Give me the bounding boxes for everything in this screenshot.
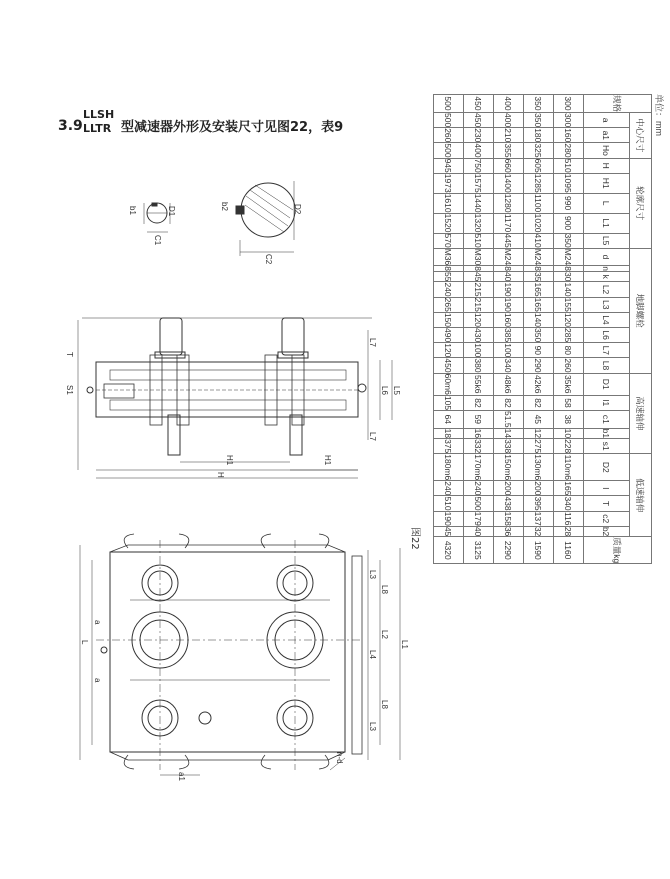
table-cell: 1575 (464, 173, 494, 193)
table-cell: 80 (554, 343, 584, 358)
dim-label-t: T (65, 352, 74, 357)
model-code-top: LLSH (83, 108, 115, 121)
table-cell: 280 (554, 143, 584, 158)
table-row (434, 95, 464, 564)
dim-label-l: L (80, 640, 89, 645)
header-mass: 质量kg (584, 537, 652, 564)
table-cell: 240 (434, 481, 464, 496)
front-view (78, 318, 392, 478)
table-cell: 51.5 (494, 411, 524, 429)
table-cell: 945 (434, 158, 464, 173)
table-cell: 105 (434, 395, 464, 410)
header-anchor-bolts: 地脚螺栓 (630, 248, 652, 373)
row-spec: 300 (554, 95, 584, 113)
table-cell: 1020 (524, 213, 554, 233)
column-header-16: L8 (584, 358, 630, 373)
dim-label-d1: D1 (167, 206, 176, 217)
table-cell: 36 (494, 526, 524, 536)
table-cell: 8 (434, 266, 464, 272)
table-cell: 32 (524, 526, 554, 536)
table-cell: 1440 (464, 193, 494, 213)
table-cell: 35 (524, 272, 554, 282)
column-header-1: a1 (584, 128, 630, 143)
dim-label-a-top: a (93, 620, 102, 625)
table-cell: 82 (494, 395, 524, 410)
column-header-13: L4 (584, 312, 630, 327)
table-cell: 190 (494, 297, 524, 312)
column-header-22: D2 (584, 454, 630, 481)
table-cell: 30 (554, 272, 584, 282)
table-cell: 90 (524, 343, 554, 358)
plan-view (80, 534, 400, 775)
figure-label: 图22 (409, 527, 420, 550)
table-cell: 200 (494, 481, 524, 496)
dim-label-l7-top: L7 (368, 338, 377, 347)
table-cell: 40 (494, 272, 524, 282)
table-cell: 990 (554, 193, 584, 213)
table-cell: 180 (524, 128, 554, 143)
table-cell: 38 (554, 411, 584, 429)
header-outline-dims: 轮廓尺寸 (630, 158, 652, 248)
table-cell: 510 (434, 496, 464, 511)
table-row (554, 95, 584, 564)
header-high-speed-shaft: 高速轴伸 (630, 373, 652, 454)
table-cell: 1280 (494, 193, 524, 213)
table-cell: 260 (554, 358, 584, 373)
column-header-9: n (584, 266, 630, 272)
dim-label-c1: C1 (153, 235, 162, 246)
table-cell: 64 (434, 411, 464, 429)
table-cell: 240 (434, 282, 464, 297)
column-header-2: Ho (584, 143, 630, 158)
table-cell: 900 (554, 213, 584, 233)
table-cell: 230 (464, 128, 494, 143)
dim-label-h1-right: H1 (323, 455, 332, 466)
column-header-25: c2 (584, 511, 630, 526)
column-header-3: H (584, 158, 630, 173)
table-cell: 338 (494, 439, 524, 454)
dim-label-l5: L5 (392, 386, 401, 395)
dim-label-n-d: n-d (335, 752, 344, 764)
dim-label-b1: b1 (128, 206, 137, 215)
section-number: 3.9 (58, 118, 83, 134)
table-cell: 350 (524, 113, 554, 128)
table-cell: 395 (524, 496, 554, 511)
spec-table-body (434, 95, 584, 564)
table-cell: 8 (554, 266, 584, 272)
dim-label-s1: S1 (65, 385, 74, 395)
table-row (494, 95, 524, 564)
table-cell: 82 (464, 395, 494, 410)
table-cell: 265 (434, 297, 464, 312)
row-mass: 2290 (494, 537, 524, 564)
row-spec: 450 (464, 95, 494, 113)
table-cell: 340 (554, 496, 584, 511)
column-header-17: D1 (584, 373, 630, 395)
table-cell: 170m6 (464, 454, 494, 481)
spec-table (433, 94, 652, 564)
table-cell: 165 (524, 297, 554, 312)
table-cell: M24 (554, 248, 584, 266)
table-cell: M24 (524, 248, 554, 266)
table-cell: 228 (554, 439, 584, 454)
table-cell: M30 (464, 248, 494, 266)
dim-label-h1: H1 (225, 455, 234, 466)
row-mass: 1590 (524, 537, 554, 564)
table-cell: 215 (464, 282, 494, 297)
table-cell: 375 (434, 439, 464, 454)
table-cell: 160 (494, 312, 524, 327)
table-cell: 500 (434, 113, 464, 128)
table-cell: 200 (524, 481, 554, 496)
table-cell: 355 (494, 143, 524, 158)
table-cell: 100 (494, 343, 524, 358)
table-cell: 12 (524, 428, 554, 438)
table-cell: 82 (524, 395, 554, 410)
dim-label-c2: C2 (264, 254, 273, 265)
table-cell: 16 (464, 428, 494, 438)
table-cell: 180m6 (434, 454, 464, 481)
table-cell: 59 (464, 411, 494, 429)
dim-label-a-bottom: a (93, 678, 102, 683)
dim-label-a1: a1 (177, 772, 186, 781)
table-cell: 160 (554, 128, 584, 143)
table-cell: 1170 (494, 213, 524, 233)
table-cell: 150 (434, 312, 464, 327)
table-cell: 116 (554, 511, 584, 526)
table-cell: 120 (554, 312, 584, 327)
row-spec: 350 (524, 95, 554, 113)
table-cell: 150m6 (494, 454, 524, 481)
table-cell: 45 (434, 526, 464, 536)
unit-note: 单位：mm (654, 94, 664, 136)
table-cell: 290 (524, 358, 554, 373)
dim-label-b2: b2 (220, 202, 229, 211)
table-cell: 40 (464, 526, 494, 536)
dim-label-l6: L6 (380, 386, 389, 395)
table-cell: 155 (554, 297, 584, 312)
table-cell: 45 (524, 411, 554, 429)
header-low-speed-shaft: 低速轴伸 (630, 454, 652, 537)
table-cell: 450 (434, 358, 464, 373)
table-cell: 18 (434, 428, 464, 438)
table-cell: 450 (464, 113, 494, 128)
model-code-bottom: LLTR (83, 122, 112, 135)
table-cell: 28 (554, 526, 584, 536)
column-header-12: L3 (584, 297, 630, 312)
table-cell: 510 (464, 233, 494, 248)
table-cell: 8 (524, 266, 554, 272)
row-mass: 1160 (554, 537, 584, 564)
table-cell: 1320 (464, 213, 494, 233)
table-cell: 340 (494, 358, 524, 373)
table-cell: 1400 (494, 173, 524, 193)
column-header-23: l (584, 481, 630, 496)
column-header-11: L2 (584, 282, 630, 297)
table-cell: 215 (464, 297, 494, 312)
table-cell: M36 (434, 248, 464, 266)
table-cell: 1095 (554, 173, 584, 193)
row-mass: 4320 (434, 537, 464, 564)
table-cell: 605 (524, 158, 554, 173)
dim-label-l8-bottom: L8 (380, 700, 389, 709)
table-cell: 400 (464, 143, 494, 158)
column-header-24: T (584, 496, 630, 511)
table-cell: 285 (554, 328, 584, 343)
table-cell: 500 (434, 143, 464, 158)
table-cell: 1610 (434, 193, 464, 213)
table-cell: 510 (554, 158, 584, 173)
table-cell: 35k6 (554, 373, 584, 395)
header-spec: 规格 (584, 95, 652, 113)
table-cell: 385 (494, 328, 524, 343)
table-cell: 570 (434, 233, 464, 248)
table-cell: 48k6 (494, 373, 524, 395)
table-cell: 10 (554, 428, 584, 438)
column-header-8: d (584, 248, 630, 266)
table-cell: 275 (524, 439, 554, 454)
dim-label-l3-bottom: L3 (368, 722, 377, 731)
row-spec: 400 (494, 95, 524, 113)
column-header-18: l1 (584, 395, 630, 410)
column-header-14: L6 (584, 328, 630, 343)
table-cell: 260 (434, 128, 464, 143)
table-cell: 130m6 (524, 454, 554, 481)
table-cell: 165 (524, 282, 554, 297)
table-cell: 60m6 (434, 373, 464, 395)
table-cell: 165 (554, 481, 584, 496)
table-cell: 350 (524, 328, 554, 343)
table-cell: 490 (434, 328, 464, 343)
table-cell: 55k6 (464, 373, 494, 395)
column-header-15: L7 (584, 343, 630, 358)
shaft-section-low-speed (236, 181, 295, 256)
dim-label-l4: L4 (368, 650, 377, 659)
table-row (464, 95, 494, 564)
header-center-dims: 中心尺寸 (630, 113, 652, 159)
table-cell: 55 (434, 272, 464, 282)
table-cell: 8 (494, 266, 524, 272)
column-header-19: c1 (584, 411, 630, 429)
table-cell: 350 (554, 233, 584, 248)
table-cell: 140 (554, 282, 584, 297)
column-header-21: s1 (584, 439, 630, 454)
row-mass: 3125 (464, 537, 494, 564)
column-header-row (608, 95, 630, 564)
table-cell: 120 (434, 343, 464, 358)
table-cell: 58 (554, 395, 584, 410)
dim-label-l2: L2 (380, 630, 389, 639)
dim-label-l1: L1 (400, 640, 409, 649)
dim-label-h: H (216, 472, 225, 478)
dim-label-l3-top: L3 (368, 570, 377, 579)
table-cell: 42k6 (524, 373, 554, 395)
table-cell: M24 (494, 248, 524, 266)
table-cell: 1100 (524, 193, 554, 213)
table-cell: 430 (464, 328, 494, 343)
table-cell: 190 (434, 511, 464, 526)
table-cell: 438 (494, 496, 524, 511)
table-cell: 332 (464, 439, 494, 454)
table-cell: 240 (464, 481, 494, 496)
table-cell: 400 (494, 113, 524, 128)
table-cell: 500 (464, 496, 494, 511)
column-header-10: k (584, 272, 630, 282)
table-cell: 1285 (524, 173, 554, 193)
section-title-text: 型减速器外形及安装尺寸见图22，表9 (121, 120, 344, 135)
table-row (524, 95, 554, 564)
table-cell: 158 (494, 511, 524, 526)
table-cell: 100 (464, 343, 494, 358)
table-cell: 380 (464, 358, 494, 373)
table-cell: 210 (494, 128, 524, 143)
table-cell: 140 (524, 312, 554, 327)
table-cell: 14 (494, 428, 524, 438)
column-header-0: a (584, 113, 630, 128)
table-cell: 1973 (434, 173, 464, 193)
table-cell: 445 (494, 233, 524, 248)
column-header-7: L5 (584, 233, 630, 248)
table-cell: 750 (464, 158, 494, 173)
table-cell: 179 (464, 511, 494, 526)
column-header-6: L1 (584, 213, 630, 233)
table-cell: 660 (494, 158, 524, 173)
table-cell: 1520 (434, 213, 464, 233)
table-cell: 325 (524, 143, 554, 158)
dim-label-d2: D2 (293, 204, 302, 215)
dim-label-l7-bottom: L7 (368, 432, 377, 441)
table-cell: 410 (524, 233, 554, 248)
table-cell: 137 (524, 511, 554, 526)
table-cell: 45 (464, 272, 494, 282)
dim-label-l8-top: L8 (380, 585, 389, 594)
table-cell: 120 (464, 312, 494, 327)
table-cell: 110m6 (554, 454, 584, 481)
column-header-5: L (584, 193, 630, 213)
row-spec: 500 (434, 95, 464, 113)
column-header-26: b2 (584, 526, 630, 536)
column-header-20: b1 (584, 428, 630, 438)
table-cell: 190 (494, 282, 524, 297)
table-cell: 8 (464, 266, 494, 272)
column-header-4: H1 (584, 173, 630, 193)
table-cell: 300 (554, 113, 584, 128)
